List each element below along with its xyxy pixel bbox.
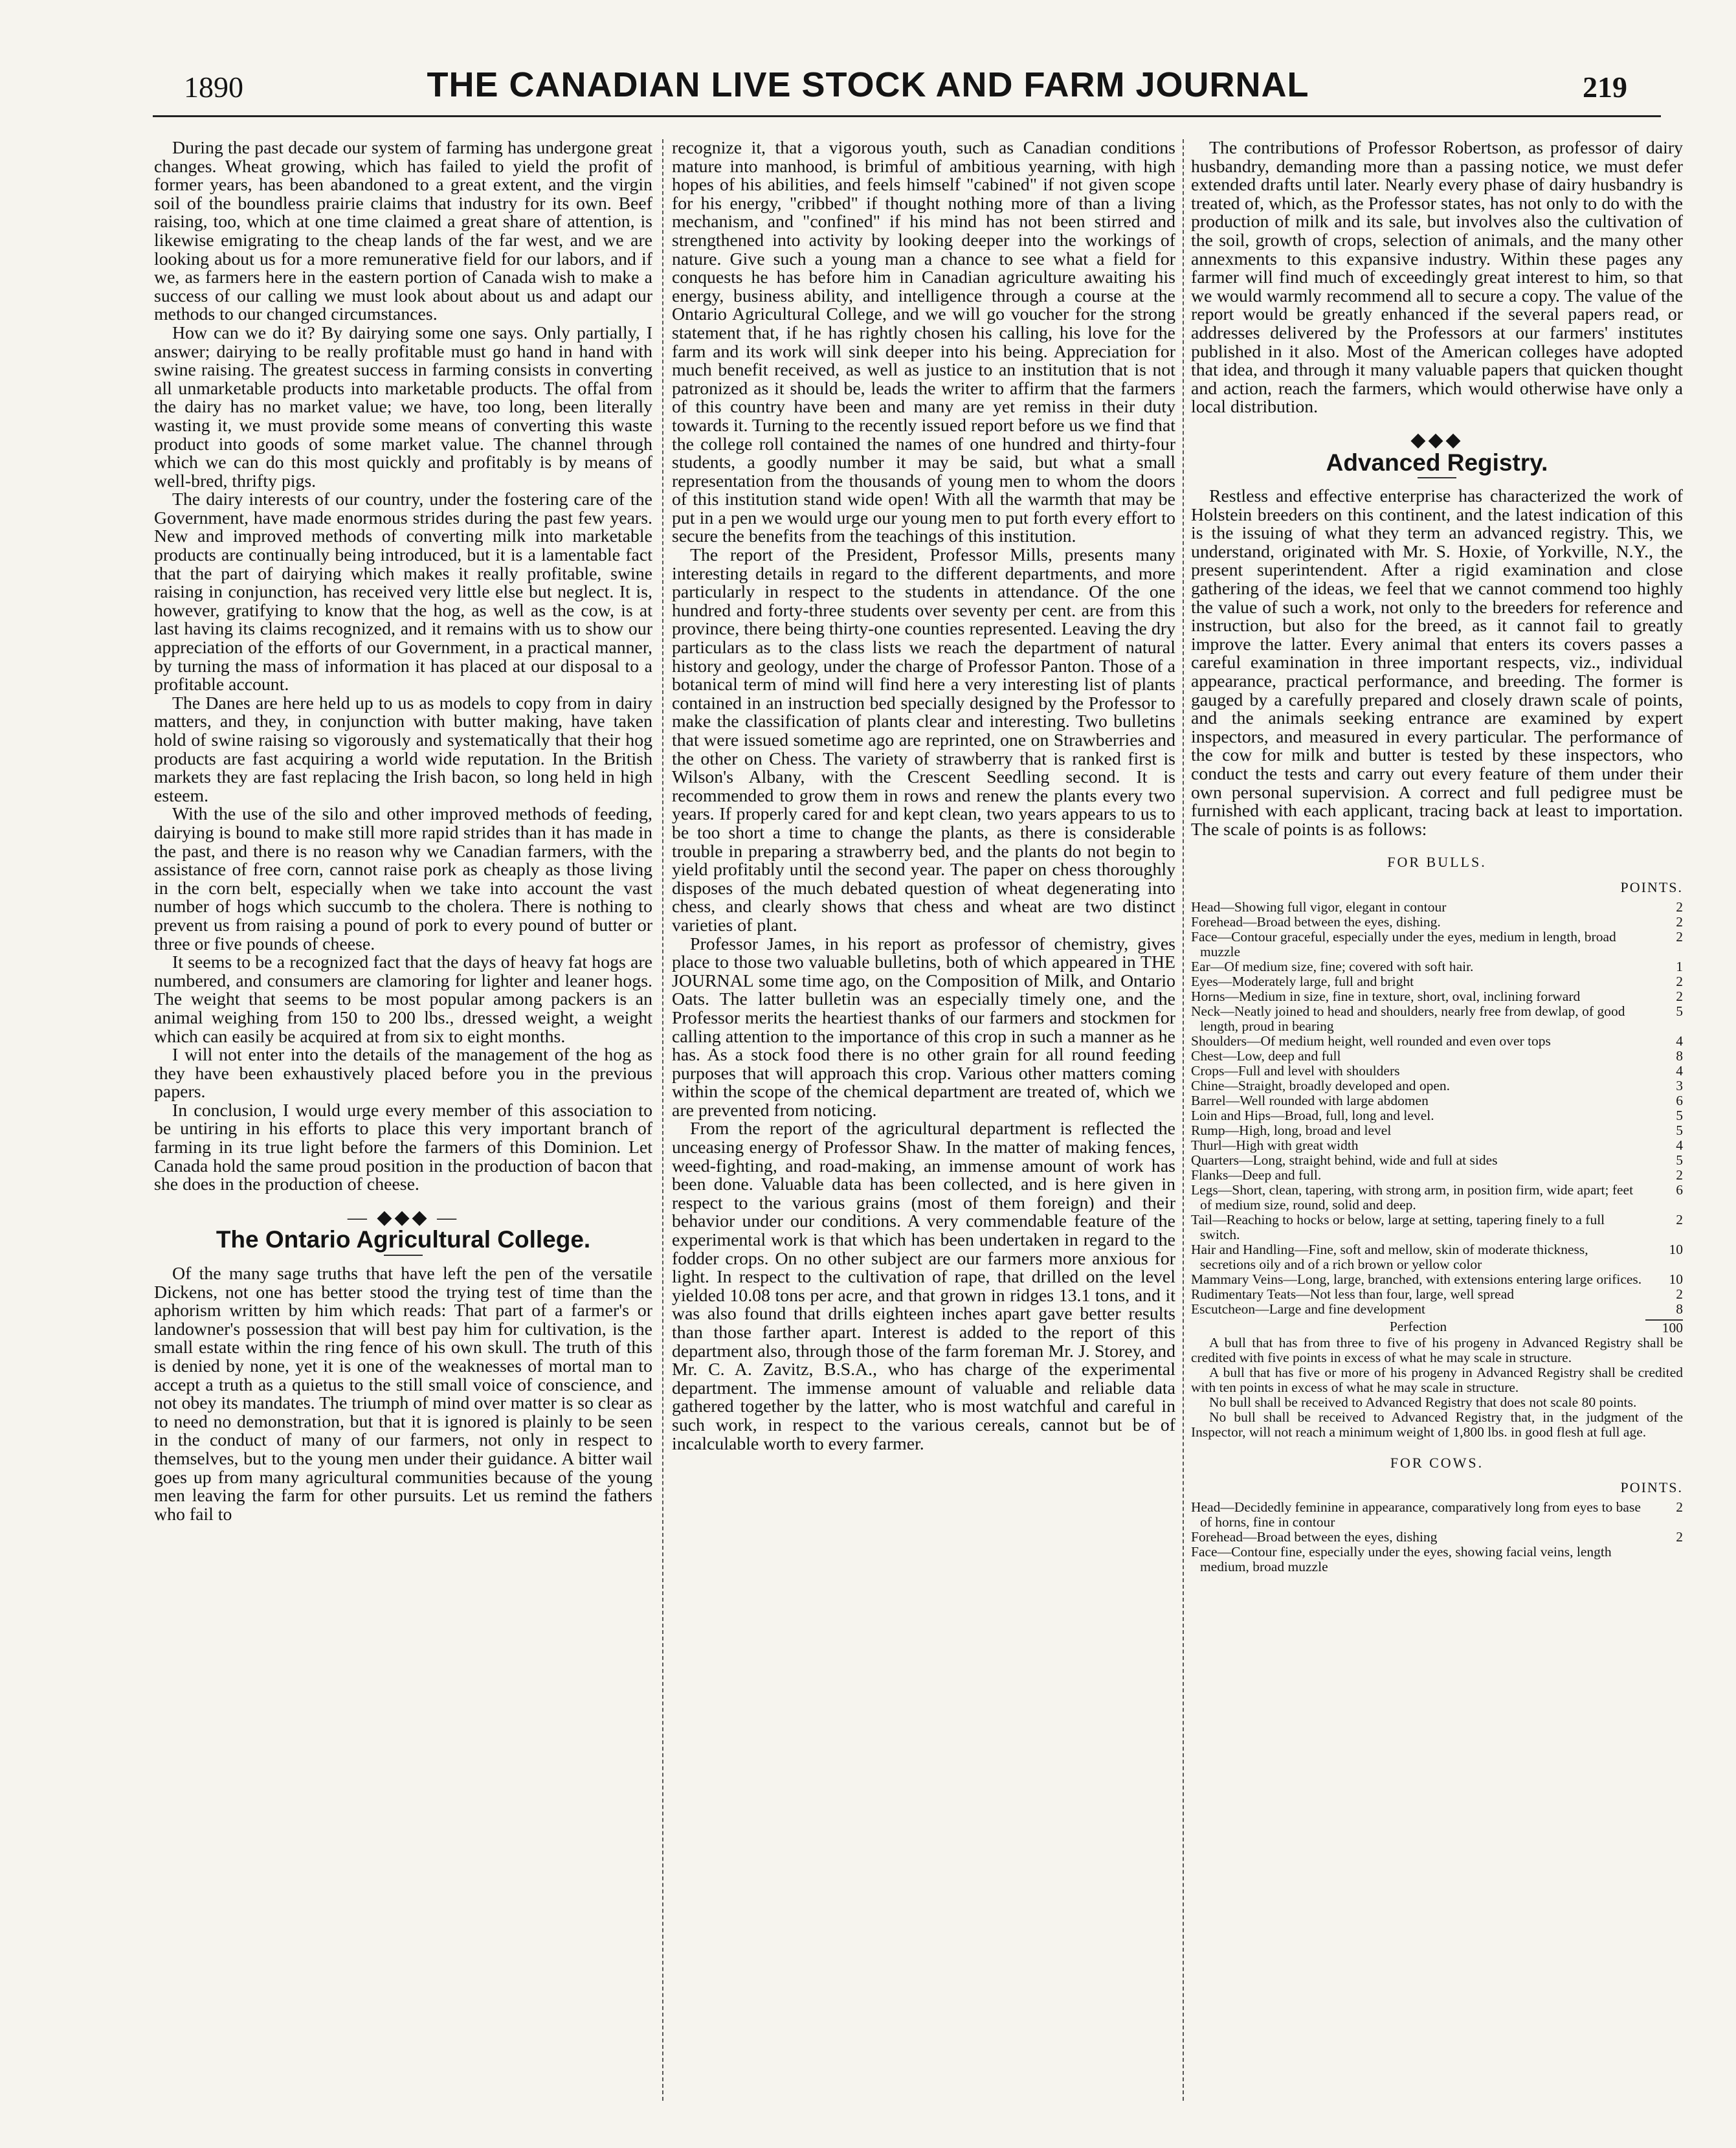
paragraph: Of the many sage truths that have left the pen of the versatile Dickens, not one has better stood the trying test of time than the aphorism written by him which reads: That part of a farmer's or landowner's possession that will best pay him for cultivation, is the small estate within the ring fence of his own skull. The truth of this is denied by none, yet it is one of the weaknesses of mortal man to accept a truth as a quietus to the still small voice of conscience, and not obey its mandates. The triumph of mind over matter is so clear as to need no demonstration, but that it is ignored is plainly to be seen in the conduct of many of our farmers, not only in respect to themselves, but to the young men under their guidance. A bitter wail goes up from many agricultural communities because of the young men leaving the farm for other pursuits. Let us remind the fathers who fail to [154,1264,652,1525]
scale-points: 1 [1676,958,1683,974]
scale-row [1191,1530,1683,1545]
cows-heading: FOR COWS. [1390,1454,1484,1471]
scale-row [1191,1123,1683,1138]
scale-points: 8 [1676,1047,1683,1064]
scale-row [1191,1108,1683,1123]
scale-points: 10 [1669,1271,1683,1287]
scale-row [1191,1004,1683,1034]
scale-points: 8 [1676,1301,1683,1317]
note: No bull shall be received to Advanced Registry that, in the judgment of the Inspector, will not reach a minimum weight of 1,800 lbs. in good flesh at full age. [1191,1409,1683,1440]
column-2 [672,139,1175,2101]
scale-row [1191,915,1683,930]
scale-label: Rudimentary Teats—Not less than four, large, well spread [1191,1286,1514,1302]
journal-title: THE CANADIAN LIVE STOCK AND FARM JOURNAL [427,65,1309,104]
points-column-header: POINTS. [1620,878,1683,895]
page-number: 219 [1583,71,1627,104]
scale-points: 5 [1676,1122,1683,1138]
scale-label: Crops—Full and level with shoulders [1191,1062,1400,1079]
paragraph: The contributions of Professor Robertson, as professor of dairy husbandry, demanding more than a passing notice, we must defer extended drafts until later. Nearly every phase of dairy husbandry is treated of, which, as the Professor states, has not only to do with the production of milk and its sale, but involves also the cultivation of the soil, growth of crops, selection of animals, and the many other annexments to this expansive industry. Within these pages any farmer will find much of exceedingly great interest to him, so that we would warmly recommend all to secure a copy. The value of the report would be greatly enhanced if the several papers read, or addresses delivered by the Professors at our farmers' institutes published in it also. Most of the American colleges have adopted that idea, and through it many valuable papers that quicken thought and action, reach the farmers, which would otherwise have only a local distribution. [1191,139,1683,418]
scale-label: Escutcheon—Large and fine development [1191,1301,1425,1317]
scale-points: 2 [1676,1286,1683,1302]
paragraph: recognize it, that a vigorous youth, such as Canadian conditions mature into manhood, is brimful of ambitious yearning, with high hopes of his abilities, and feels himself "cabined" if not given scope for his energy, "cribbed" if thought nothing more of than a living mechanism, and "confined" if his mind has not been stirred and strengthened into activity by looking deeper into the workings of nature. Give such a young man a chance to see what a field for conquests he has before him in Canadian agriculture awaiting his energy, business ability, and intelligence through a course at the Ontario Agricultural College, and we will go voucher for the strong statement that, if he has rightly chosen his calling, his love for the farm and its work will sink deeper into his being. Appreciation for much benefit received, as well as justice to an institution that is not patronized as it should be, leads the writer to affirm that the farmers of this country have been and many are yet remiss in their duty towards it. Turning to the recently issued report before us we find that the college roll contained the names of one hundred and thirty-four students, a goodly number it may be said, but what a small representation from the thousands of young men to whom the doors of this institution stand wide open! With all the warmth that may be put in a pen we would urge our young men to put forth every effort to secure the benefits from the teachings of this institution. [672,139,1175,547]
scale-label: Mammary Veins—Long, large, branched, with extensions entering large orifices. [1191,1271,1642,1287]
scale-row [1191,1168,1683,1183]
scale-points: 5 [1676,1003,1683,1019]
paragraph: From the report of the agricultural department is reflected the unceasing energy of Professor Shaw. In the matter of making fences, weed-fighting, and road-making, an immense amount of work has been done. Valuable data has been collected, and is here given in respect to the various grains (most of them foreign) and their behavior under our conditions. A very commendable feature of the experimental work is that which has been undertaken in regard to the fodder crops. On no other subject are our farmers more anxious for light. In respect to the cultivation of rape, that drilled on the level yielded 10.08 tons per acre, and that grown in ridges 13.1 tons, and it was also found that drills eighteen inches apart gave better results than those farther apart. Interest is added to the report of this department also, through those of the farm foreman Mr. J. Storey, and Mr. C. A. Zavitz, B.S.A., who has charge of the experimental department. The immense amount of valuable and reliable data gathered together by the latter, who is most watchful and careful in such work, in respect to the various cereals, cannot but be of incalculable worth to every farmer. [672,1119,1175,1454]
scale-label: Forehead—Broad between the eyes, dishing [1191,1528,1438,1545]
scale-points: 2 [1676,973,1683,989]
perfection-row [1191,1319,1683,1336]
scale-label: Forehead—Broad between the eyes, dishing. [1191,913,1441,930]
header-rule [153,115,1661,117]
paragraph: It seems to be a recognized fact that the days of heavy fat hogs are numbered, and consumers are clamoring for lighter and leaner hogs. The weight that seems to be most popular among packers is an animal weighing from 150 to 200 lbs., dressed weight, a weight which can easily be acquired at from six to eight months. [154,952,652,1047]
scale-label: Face—Contour graceful, especially under the eyes, medium in length, broad muzzle [1191,928,1616,959]
scale-points: 6 [1676,1181,1683,1198]
article-headline: Advanced Registry. [1326,449,1548,476]
scale-label: Horns—Medium in size, fine in texture, short, oval, inclining forward [1191,988,1581,1004]
note: A bull that has five or more of his progeny in Advanced Registry shall be credited with ten points in excess of what he may scale in structure. [1191,1364,1683,1395]
scale-label: Chine—Straight, broadly developed and open. [1191,1077,1451,1093]
issue-year: 1890 [184,71,243,104]
scale-label: Eyes—Moderately large, full and bright [1191,973,1414,989]
scale-label: Head—Showing full vigor, elegant in contour [1191,899,1447,915]
perfection-label: Perfection [1389,1318,1447,1334]
scale-row [1191,930,1683,959]
scale-points: 2 [1676,988,1683,1004]
paragraph: I will not enter into the details of the management of the hog as they have been exhaustively placed before you in the previous papers. [154,1045,652,1102]
paragraph: How can we do it? By dairying some one says. Only partially, I answer; dairying to be really profitable must go hand in hand with swine raising. The greatest success in farming consists in converting all unmarketable products into marketable products. The offal from the dairy has no market value; we have, too long, been literally wasting it, we must provide some means of converting this waste product into goods of some market value. The channel through which we can do this most quickly and profitably is by means of well-bred, thrifty pigs. [154,322,652,491]
bulls-scale [1191,900,1683,1317]
scale-points: 2 [1676,928,1683,945]
scale-label: Ear—Of medium size, fine; covered with soft hair. [1191,958,1474,974]
scale-points: 2 [1676,1167,1683,1183]
scale-label: Barrel—Well rounded with large abdomen [1191,1092,1429,1108]
scale-label: Legs—Short, clean, tapering, with strong arm, in position firm, wide apart; feet of medium size, round, solid and deep. [1191,1181,1634,1213]
scale-row [1191,989,1683,1004]
column-divider-left [662,139,663,2101]
column-divider-right [1183,139,1184,2101]
scale-label: Quarters—Long, straight behind, wide and full at sides [1191,1152,1498,1168]
scale-row [1191,1500,1683,1530]
scale-label: Tail—Reaching to hocks or below, large at setting, tapering finely to a full switch. [1191,1211,1605,1242]
scale-row [1191,959,1683,974]
headline-rule [1418,477,1456,478]
scale-points: 5 [1676,1107,1683,1123]
scale-row [1191,1153,1683,1168]
scale-label: Shoulders—Of medium height, well rounded and even over tops [1191,1033,1551,1049]
points-column-header: POINTS. [1620,1479,1683,1496]
scale-row [1191,1302,1683,1317]
scale-label: Thurl—High with great width [1191,1137,1359,1153]
scale-points: 2 [1676,899,1683,915]
section-ornament: ◆◆◆ [1410,429,1463,451]
section-ornament: — ◆◆◆ — [347,1206,460,1228]
note: No bull shall be received to Advanced Registry that does not scale 80 points. [1209,1394,1637,1410]
paragraph: The report of the President, Professor Mills, presents many interesting details in regard to the different departments, and more particularly in respect to the students in attendance. Of the one hundred and forty-three students over seventy per cent. are from this province, there being thirty-one counties represented. Leaving the dry particulars as to the class lists we reach the department of natural history and geology, under the charge of Professor Panton. Those of a botanical term of mind will find here a very interesting list of plants contained in an instruction bed specially designed by the Professor to make the classification of plants clear and interesting. Two bulletins that were issued sometime ago are reprinted, one on Strawberries and the other on Chess. The variety of strawberry that is ranked first is Wilson's Albany, with the Crescent Seedling second. It is recommended to grow them in rows and renew the plants every two years. If properly cared for and kept clean, two years appears to us to be too short a time to change the plants, as there is considerable trouble in preparing a strawberry bed, and the plants do not begin to yield profitably until the second year. The paper on chess thoroughly disposes of the much debated question of wheat degenerating into chess, and clearly shows that chess and wheat are two distinct varieties of plant. [672,545,1175,935]
paragraph: The Danes are here held up to us as models to copy from in dairy matters, and they, in conjunction with butter making, have taken hold of swine raising so vigorously and systematically that their hog products are fast acquiring a world wide reputation. In the British markets they are fast replacing the Irish bacon, so long held in high esteem. [154,693,652,806]
scale-label: Head—Decidedly feminine in appearance, comparatively long from eyes to base of horns, fine in contour [1191,1499,1641,1530]
scale-points: 2 [1676,1211,1683,1227]
scale-label: Hair and Handling—Fine, soft and mellow, skin of moderate thickness, secretions oily and of a rich brown or yellow color [1191,1241,1588,1272]
paragraph: The dairy interests of our country, under the fostering care of the Government, have made enormous strides during the past few years. New and improved methods of converting milk into marketable products are continually being introduced, but it is a lamentable fact that the part of dairying which makes it really profitable, swine raising in conjunction, has received very little else but neglect. It is, however, gratifying to know that the hog, as well as the cow, is at last having its claims recognized, and it remains with us to show our appreciation of the efforts of our Government, in a practical manner, by turning the mass of information it has placed at our disposal to a profitable account. [154,489,652,695]
article-headline: The Ontario Agricultural College. [216,1226,591,1253]
scale-row [1191,1545,1683,1574]
scale-row [1191,1034,1683,1049]
scale-points: 4 [1676,1033,1683,1049]
scale-points: 4 [1676,1137,1683,1153]
scale-row [1191,974,1683,989]
page-header [31,65,1705,117]
scale-points: 10 [1669,1241,1683,1257]
scale-label: Chest—Low, deep and full [1191,1047,1341,1064]
cows-scale [1191,1500,1683,1574]
scale-row [1191,900,1683,915]
scale-row [1191,1272,1683,1287]
scale-points: 3 [1676,1077,1683,1093]
scale-points: 2 [1676,1528,1683,1545]
scale-points: 2 [1676,913,1683,930]
scale-points: 5 [1676,1152,1683,1168]
scale-row [1191,1049,1683,1064]
paragraph: Professor James, in his report as professor of chemistry, gives place to those two valuable bulletins, both of which appeared in THE JOURNAL some time ago, on the Composition of Milk, and Ontario Oats. The latter bulletin was an especially timely one, and the Professor merits the heartiest thanks of our farmers and stockmen for calling attention to the importance of this crop in such a manner as he has. As a stock food there is no other grain for all round feeding purposes that will approach this crop. Various other matters coming within the scope of the chemical department are treated of, which we are prevented from noticing. [672,934,1175,1121]
paragraph: In conclusion, I would urge every member of this association to be untiring in his efforts to place this very important branch of farming in its true light before the farmers of this Dominion. Let Canada hold the same proud position in the production of bacon that she does in the production of cheese. [154,1100,652,1195]
paragraph: Restless and effective enterprise has characterized the work of Holstein breeders on this continent, and the latest indication of this is the issuing of what they term an advanced registry. This, we understand, originated with Mr. S. Hoxie, of Yorkville, N.Y., the present superintendent. After a rigid examination and close gathering of the ideas, we feel that we cannot commend too highly the value of such a work, not only to the breeders for reference and instruction, but also for the breed, as it cannot fail to greatly improve the latter. Every animal that enters its covers passes a careful examination in three important respects, viz., individual appearance, practical performance, and breeding. The former is gauged by a carefully prepared and closely drawn scale of points, and the animals seeking entrance are examined by expert inspectors, and measured in every particular. The performance of the cow for milk and butter is tested by these inspectors, who conduct the tests and carry out every feature of them under their own personal supervision. A correct and full pedigree must be furnished with each applicant, tracing back at least to importation. The scale of points is as follows: [1191,486,1683,840]
scale-label: Rump—High, long, broad and level [1191,1122,1392,1138]
scale-points: 2 [1676,1499,1683,1515]
scale-label: Neck—Neatly joined to head and shoulders, nearly free from dewlap, of good length, proud in bearing [1191,1003,1625,1034]
paragraph: With the use of the silo and other improved methods of feeding, dairying is bound to make still more rapid strides than it has made in the past, and there is no reason why we Canadian farmers, with the assistance of free corn, cannot raise pork as cheaply as those living in the corn belt, especially when we take into account the vast number of hogs which succumb to the cholera. There is nothing to prevent us from raising a pound of pork to every pound of butter or three or five pounds of cheese. [154,804,652,954]
scale-points: 6 [1676,1092,1683,1108]
scale-row [1191,1287,1683,1302]
scale-row [1191,1079,1683,1093]
scale-label: Face—Contour fine, especially under the eyes, showing facial veins, length medium, broad muzzle [1191,1543,1612,1574]
scale-points [1645,1545,1683,1574]
scale-row [1191,1093,1683,1108]
scale-row [1191,1138,1683,1153]
paragraph: During the past decade our system of farming has undergone great changes. Wheat growing, which has failed to yield the profit of former years, has been abandoned to a great extent, and the virgin soil of the boundless prairie claims that industry for its own. Beef raising, too, which at one time claimed a great share of attention, is likewise emigrating to the cheap lands of the far west, and we are looking about us for a more remunerative field for our labors, and if we, as farmers here in the eastern portion of Canada wish to make a success of our calling we must look about about us and adapt our methods to our changed circumstances. [154,139,652,325]
scale-label: Loin and Hips—Broad, full, long and level. [1191,1107,1434,1123]
scale-row [1191,1242,1683,1272]
scale-label: Flanks—Deep and full. [1191,1167,1322,1183]
scale-points: 4 [1676,1062,1683,1079]
perfection-points: 100 [1645,1319,1683,1336]
column-3 [1191,139,1683,2101]
scale-row [1191,1183,1683,1213]
headline-rule [384,1255,423,1256]
note: A bull that has from three to five of his progeny in Advanced Registry shall be credited with five points in excess of what he may scale in structure. [1191,1334,1683,1365]
scale-row [1191,1213,1683,1242]
bulls-heading: FOR BULLS. [1387,854,1487,871]
column-1 [154,139,652,2101]
scale-row [1191,1064,1683,1079]
